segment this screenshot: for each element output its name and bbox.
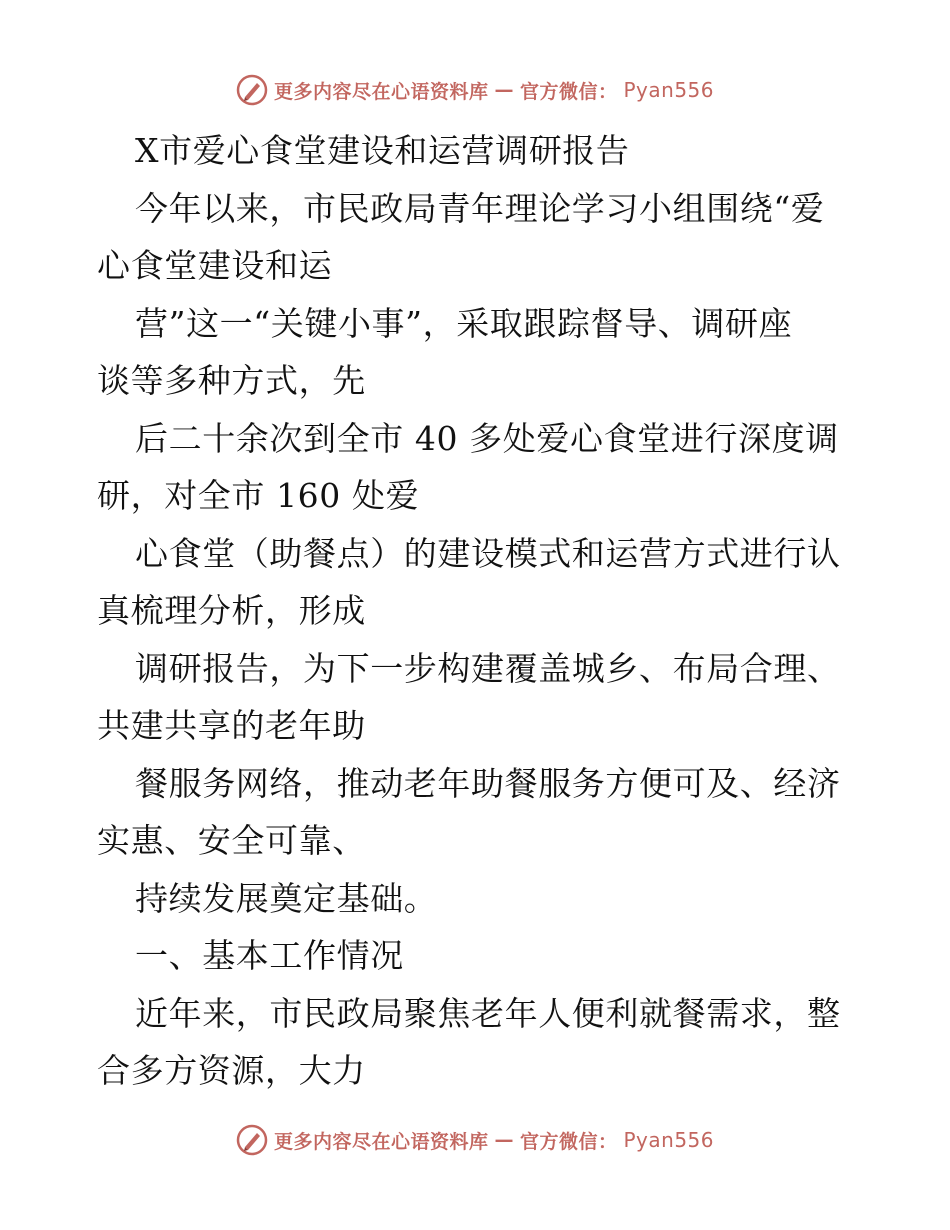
footer-banner (0, 1124, 950, 1156)
text-line: 心食堂建设和运 (97, 246, 333, 285)
header-banner (0, 74, 950, 106)
text-line: 今年以来，市民政局青年理论学习小组围绕“爱 (135, 188, 825, 228)
banner-brand: 更多内容尽在心语资料库 (273, 80, 489, 103)
pen-circle-logo-icon (236, 74, 268, 106)
text-line: 研，对全市 160 处爱 (97, 476, 420, 515)
text-line: 合多方资源，大力 (97, 1051, 366, 1090)
pen-circle-logo-icon (236, 1124, 268, 1156)
text-line: 真梳理分析，形成 (97, 591, 366, 630)
document-body (97, 122, 857, 1100)
text-line: 实惠、安全可靠、 (97, 821, 366, 860)
text-line: 调研报告，为下一步构建覆盖城乡、布局合理、 (135, 648, 841, 688)
text-line: 营”这一“关键小事”，采取跟踪督导、调研座 (135, 303, 793, 343)
section-heading: 一、基本工作情况 (135, 936, 404, 975)
banner-brand: 更多内容尽在心语资料库 (273, 1130, 489, 1153)
text-line: 餐服务网络，推动老年助餐服务方便可及、经济 (135, 763, 841, 803)
text-line: 谈等多种方式，先 (97, 361, 366, 400)
text-line: 持续发展奠定基础。 (135, 878, 438, 918)
document-title: X市爱心食堂建设和运营调研报告 (135, 131, 630, 170)
text-line: 后二十余次到全市 40 多处爱心食堂进行深度调 (135, 418, 839, 458)
banner-wechat-label: 官方微信： (519, 1130, 618, 1153)
text-line: 近年来，市民政局聚焦老年人便利就餐需求，整 (135, 993, 841, 1033)
banner-dash: — (494, 79, 514, 101)
text-line: 心食堂（助餐点）的建设模式和运营方式进行认 (135, 533, 841, 573)
banner-dash: — (494, 1129, 514, 1151)
banner-account: Pyan556 (623, 1128, 715, 1152)
banner-account: Pyan556 (623, 78, 715, 102)
text-line: 共建共享的老年助 (97, 706, 366, 745)
banner-wechat-label: 官方微信： (519, 80, 618, 103)
